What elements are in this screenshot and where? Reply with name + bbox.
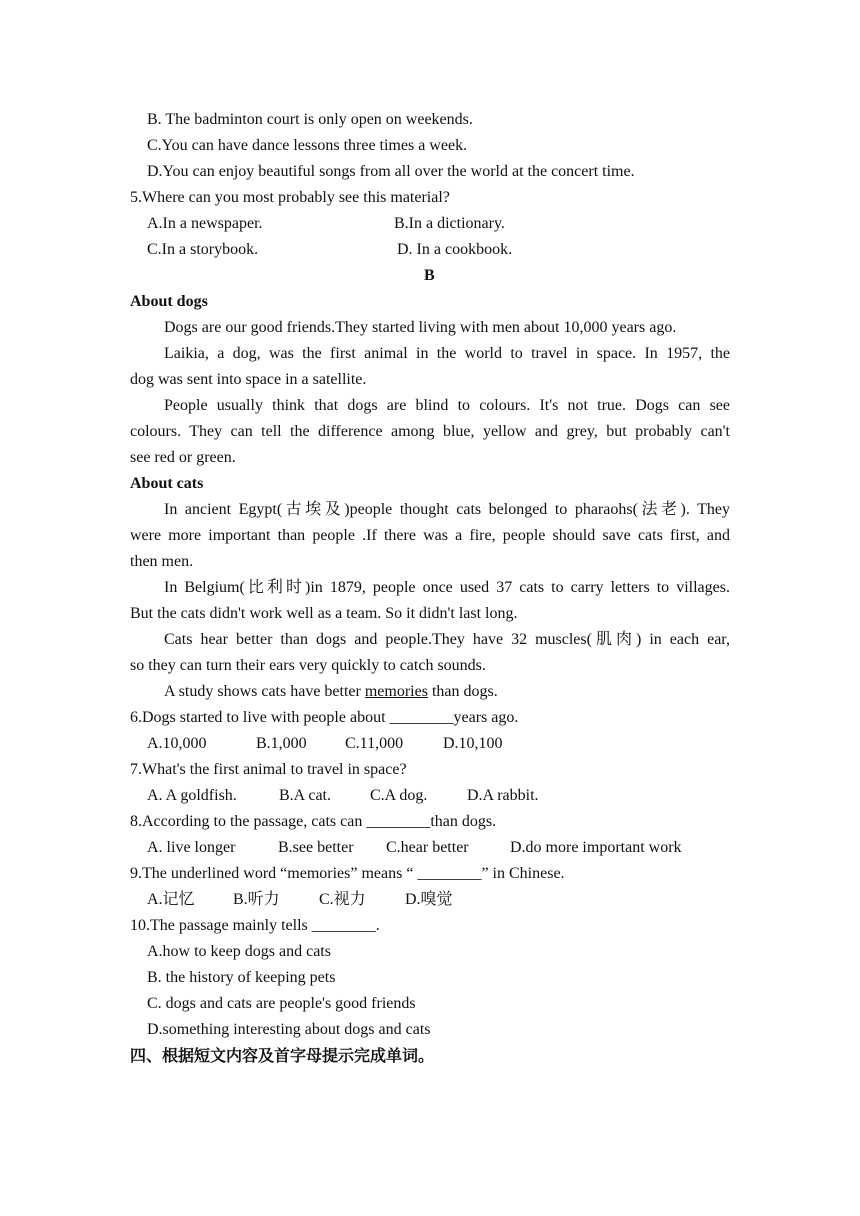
q4-option-d: D.You can enjoy beautiful songs from all over the world at the concert time. — [147, 163, 635, 180]
q4-option-b: B. The badminton court is only open on weekends. — [147, 111, 473, 128]
cats-paragraph-2-line-2: But the cats didn't work well as a team. So it didn't last long. — [130, 605, 518, 622]
dogs-heading: About dogs — [130, 293, 208, 310]
section-4-heading: 四、根据短文内容及首字母提示完成单词。 — [130, 1046, 435, 1065]
q5-stem: 5.Where can you most probably see this material? — [130, 189, 450, 206]
cats-paragraph-1-line-2: were more important than people .If there was a fire, people should save cats first, and — [130, 527, 730, 544]
q10-stem: 10.The passage mainly tells ________. — [130, 917, 380, 934]
q5-option-c: C.In a storybook. — [147, 241, 259, 258]
q9-option-d: D.嗅觉 — [405, 891, 453, 908]
cats-p4-pre: A study shows cats have better — [164, 683, 365, 700]
q6-option-d: D.10,100 — [443, 735, 503, 752]
q6-option-c: C.11,000 — [345, 735, 404, 752]
dogs-paragraph-2-line-1: Laikia, a dog, was the first animal in the world to travel in space. In 1957, the — [164, 345, 730, 362]
q5-option-a: A.In a newspaper. — [147, 215, 263, 232]
cats-paragraph-3-line-2: so they can turn their ears very quickly to catch sounds. — [130, 657, 486, 674]
memories-underlined-word: memories — [364, 683, 428, 700]
q7-option-c: C.A dog. — [370, 787, 428, 804]
cats-p4-post: than dogs. — [427, 683, 498, 700]
q7-option-d: D.A rabbit. — [467, 787, 539, 804]
section-b-heading: B — [424, 267, 435, 284]
q6-option-b: B.1,000 — [256, 735, 307, 752]
dogs-paragraph-3-line-3: see red or green. — [130, 449, 236, 466]
q8-stem: 8.According to the passage, cats can ________than dogs. — [130, 813, 497, 830]
q6-stem: 6.Dogs started to live with people about ________years ago. — [130, 709, 519, 726]
q10-option-b: B. the history of keeping pets — [147, 969, 336, 986]
cats-paragraph-3-line-1: Cats hear better than dogs and people.They have 32 muscles(肌肉) in each ear, — [164, 631, 730, 648]
q10-option-a: A.how to keep dogs and cats — [147, 943, 331, 960]
q10-option-c: C. dogs and cats are people's good friends — [147, 995, 416, 1012]
dogs-paragraph-3-line-2: colours. They can tell the difference among blue, yellow and grey, but probably can't — [130, 423, 730, 440]
cats-paragraph-1-line-1: In ancient Egypt(古埃及)people thought cats belonged to pharaohs(法老). They — [164, 501, 730, 518]
cats-paragraph-1-line-3: then men. — [130, 553, 194, 570]
q7-option-b: B.A cat. — [279, 787, 331, 804]
dogs-paragraph-3-line-1: People usually think that dogs are blind to colours. It's not true. Dogs can see — [164, 397, 730, 414]
q8-option-d: D.do more important work — [510, 839, 682, 856]
q7-stem: 7.What's the first animal to travel in space? — [130, 761, 407, 778]
dogs-paragraph-2-line-2: dog was sent into space in a satellite. — [130, 371, 367, 388]
q5-option-b: B.In a dictionary. — [394, 215, 505, 232]
q4-option-c: C.You can have dance lessons three times a week. — [147, 137, 468, 154]
q9-stem: 9.The underlined word “memories” means “ ________” in Chinese. — [130, 865, 565, 882]
cats-paragraph-2-line-1: In Belgium(比利时)in 1879, people once used 37 cats to carry letters to villages. — [164, 579, 730, 596]
q10-option-d: D.something interesting about dogs and cats — [147, 1021, 431, 1038]
cats-heading: About cats — [130, 475, 204, 492]
q9-option-c: C.视力 — [319, 891, 366, 908]
q6-option-a: A.10,000 — [147, 735, 207, 752]
q7-option-a: A. A goldfish. — [147, 787, 237, 804]
q8-option-b: B.see better — [278, 839, 354, 856]
q8-option-c: C.hear better — [386, 839, 469, 856]
dogs-paragraph-1: Dogs are our good friends.They started living with men about 10,000 years ago. — [164, 319, 677, 336]
q9-option-b: B.听力 — [233, 891, 280, 908]
q9-option-a: A.记忆 — [147, 891, 195, 908]
q8-option-a: A. live longer — [147, 839, 236, 856]
cats-paragraph-4 — [164, 682, 498, 702]
q5-option-d: D. In a cookbook. — [397, 241, 513, 258]
